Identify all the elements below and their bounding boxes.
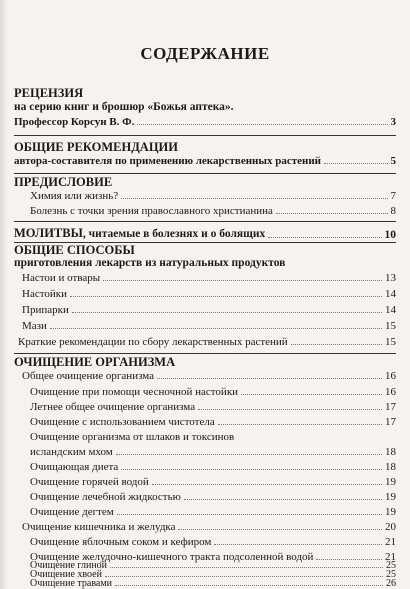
section-heading-cleansing: ОЧИЩЕНИЕ ОРГАНИЗМА [14, 355, 176, 369]
toc-entry: Очищение дегтем 19 [30, 506, 396, 518]
toc-entry: Очищение кишечника и желудка 20 [22, 521, 396, 533]
section-heading-methods: ОБЩИЕ СПОСОБЫ [14, 243, 135, 257]
section-subtitle-methods: приготовления лекарств из натуральных продуктов [14, 257, 286, 269]
toc-entry: Очищение травами 26 [30, 578, 396, 589]
toc-entry: Болезнь с точки зрения православного христианина 8 [30, 205, 396, 217]
toc-entry: Очищение с использованием чистотела 17 [30, 416, 396, 428]
page-edge-shadow [0, 0, 8, 589]
toc-entry-review-author: Профессор Корсун В. Ф. 3 [14, 116, 396, 128]
toc-entry: Настои и отвары 13 [22, 272, 396, 284]
toc-entry: Очищение горячей водой 19 [30, 476, 396, 488]
toc-entry: исландским мхом 18 [30, 446, 396, 458]
toc-entry: Очищение яблочным соком и кефиром 21 [30, 536, 396, 548]
divider [14, 173, 396, 174]
toc-entry: Очищение желудочно-кишечного тракта подсоленной водой 21 [30, 551, 396, 563]
toc-entry: Настойки 14 [22, 288, 396, 300]
toc-entry: Очищающая диета 18 [30, 461, 396, 473]
toc-entry: Припарки 14 [22, 304, 396, 316]
toc-entry: Общее очищение организма 16 [22, 370, 396, 382]
toc-entry: Очищение глиной 25 [30, 560, 396, 571]
toc-entry: Очищение хвоей 25 [30, 569, 396, 580]
toc-entry: Очищение лечебной жидкостью 19 [30, 491, 396, 503]
toc-entry: Краткие рекомендации по сбору лекарственных растений 15 [18, 336, 396, 348]
page-title: СОДЕРЖАНИЕ [140, 44, 270, 63]
toc-entry-prayers: МОЛИТВЫ, читаемые в болезнях и о болящих 10 [14, 226, 396, 241]
section-heading-review: РЕЦЕНЗИЯ [14, 86, 84, 100]
toc-entry: Химия или жизнь? 7 [30, 190, 396, 202]
section-heading-foreword: ПРЕДИСЛОВИЕ [14, 175, 113, 189]
divider [14, 353, 396, 354]
toc-entry: Очищение при помощи чесночной настойки 16 [30, 386, 396, 398]
divider [14, 135, 396, 136]
section-subtitle-review: на серию книг и брошюр «Божья аптека». [14, 101, 234, 113]
section-heading-recommendations: ОБЩИЕ РЕКОМЕНДАЦИИ [14, 140, 179, 154]
toc-entry: Мази 15 [22, 320, 396, 332]
toc-entry: Летнее общее очищение организма 17 [30, 401, 396, 413]
toc-entry-continued: Очищение организма от шлаков и токсинов [30, 431, 235, 443]
toc-entry-recommendations: автора-составителя по применению лекарственных растений 5 [14, 155, 396, 167]
divider [14, 221, 396, 222]
